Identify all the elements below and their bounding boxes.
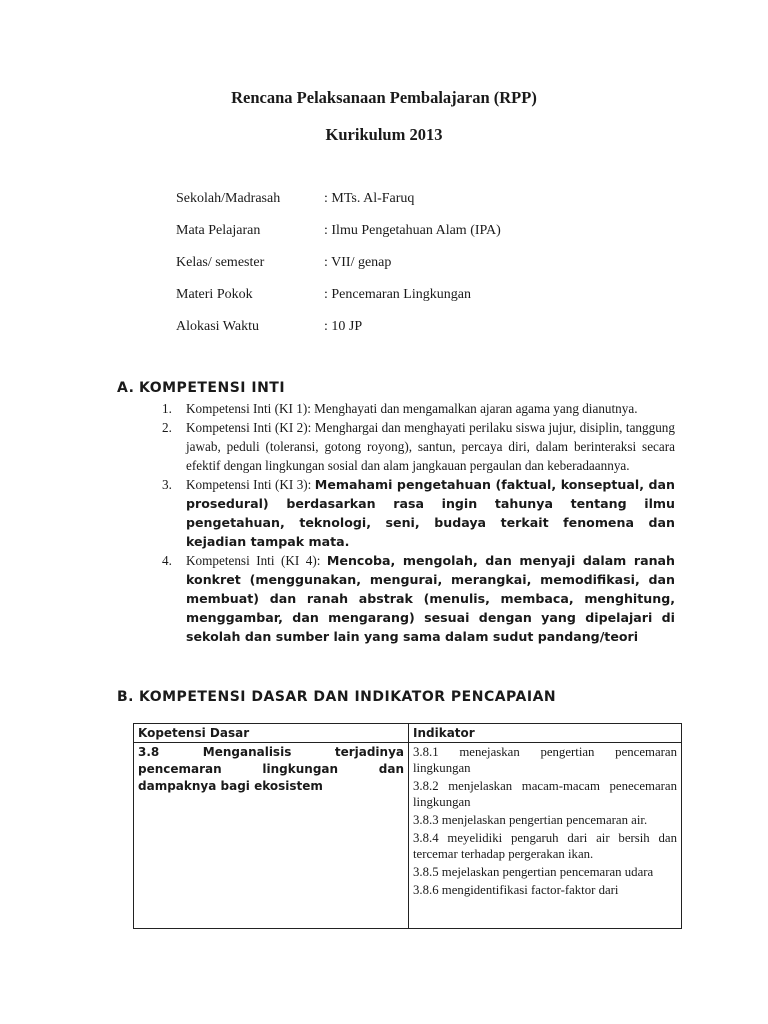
info-label: Alokasi Waktu — [176, 319, 259, 334]
info-value: : MTs. Al-Faruq — [324, 191, 415, 206]
info-row — [176, 191, 501, 223]
item-bold-text: Mencoba, mengolah, dan menyaji dalam ranah konkret (menggunakan, mengurai, merangkai, memodifikasi, dan membuat) dan ranah abstrak (menulis, membaca, menghitung, menggambar, dan mengarang) sesuai dengan yang dipelajari di sekolah dan sumber lain yang sama dalam sudut pandang/teori — [186, 553, 676, 644]
section-title: KOMPETENSI INTI — [139, 380, 286, 396]
item-number: 2. — [162, 420, 172, 435]
info-label: Mata Pelajaran — [176, 223, 261, 238]
info-row — [176, 319, 501, 351]
list-item — [162, 551, 675, 646]
info-block — [176, 191, 501, 351]
section-letter: B. — [117, 689, 134, 705]
indikator-item: 3.8.2 menjelaskan macam-macam penecemaran lingkungan — [413, 779, 677, 809]
indikator-list — [413, 744, 677, 927]
item-number: 1. — [162, 401, 172, 416]
info-value: : Pencemaran Lingkungan — [324, 287, 471, 302]
list-item — [162, 475, 675, 551]
info-label: Materi Pokok — [176, 287, 253, 302]
item-text: Kompetensi Inti (KI 1): Menghayati dan mengamalkan ajaran agama yang dianutnya. — [186, 401, 638, 416]
column-header-indikator: Indikator — [409, 724, 682, 743]
indikator-item: 3.8.6 mengidentifikasi factor-faktor dari — [413, 883, 619, 897]
item-number: 4. — [162, 553, 172, 568]
indikator-item: 3.8.4 meyelidiki pengaruh dari air bersih dan tercemar terhadap pergerakan ikan. — [413, 831, 677, 861]
table-row — [134, 743, 682, 929]
item-text: Kompetensi Inti (KI 4): — [186, 553, 327, 568]
list-item — [162, 418, 675, 475]
document-title: Rencana Pelaksanaan Pembalajaran (RPP) — [231, 88, 537, 107]
kd-text: 3.8 Menganalisis terjadinya pencemaran lingkungan dan dampaknya bagi ekosistem — [138, 745, 404, 793]
indikator-item: 3.8.1 menejaskan pengertian pencemaran lingkungan — [413, 745, 677, 775]
info-value: : 10 JP — [324, 319, 363, 334]
list-item — [162, 399, 675, 418]
section-title: KOMPETENSI DASAR DAN INDIKATOR PENCAPAIAN — [139, 689, 557, 705]
section-b-heading — [117, 689, 556, 705]
info-label: Kelas/ semester — [176, 255, 265, 270]
item-bold-text: Memahami pengetahuan (faktual, konseptual, dan prosedural) berdasarkan rasa ingin tahunya tentang ilmu pengetahuan, teknologi, seni, budaya terkait fenomena dan kejadian tampak mata. — [186, 477, 675, 549]
document-subtitle: Kurikulum 2013 — [325, 125, 443, 144]
info-label: Sekolah/Madrasah — [176, 191, 281, 206]
table-header-row — [134, 724, 682, 743]
item-text: Kompetensi Inti (KI 2): Menghargai dan menghayati perilaku siswa jujur, disiplin, tanggung jawab, peduli (toleransi, gotong royong), santun, percaya diri, dalam berinteraksi secara efektif dengan lingkungan sosial dan alam jangkauan pergaulan dan keberadaannya. — [186, 420, 675, 473]
kd-indikator-table — [133, 723, 682, 929]
info-value: : Ilmu Pengetahuan Alam (IPA) — [324, 223, 501, 238]
info-row — [176, 255, 501, 287]
indikator-item: 3.8.3 menjelaskan pengertian pencemaran air. — [413, 813, 648, 827]
item-number: 3. — [162, 477, 172, 492]
info-row — [176, 287, 501, 319]
kd-cell — [134, 743, 409, 929]
section-letter: A. — [117, 380, 135, 396]
indikator-cell — [409, 743, 682, 929]
kompetensi-inti-list — [162, 399, 675, 646]
item-text: Kompetensi Inti (KI 3): — [186, 477, 315, 492]
info-value: : VII/ genap — [324, 255, 392, 270]
section-a-heading — [117, 380, 285, 396]
indikator-item: 3.8.5 mejelaskan pengertian pencemaran udara — [413, 865, 654, 879]
info-row — [176, 223, 501, 255]
column-header-kd: Kopetensi Dasar — [134, 724, 409, 743]
